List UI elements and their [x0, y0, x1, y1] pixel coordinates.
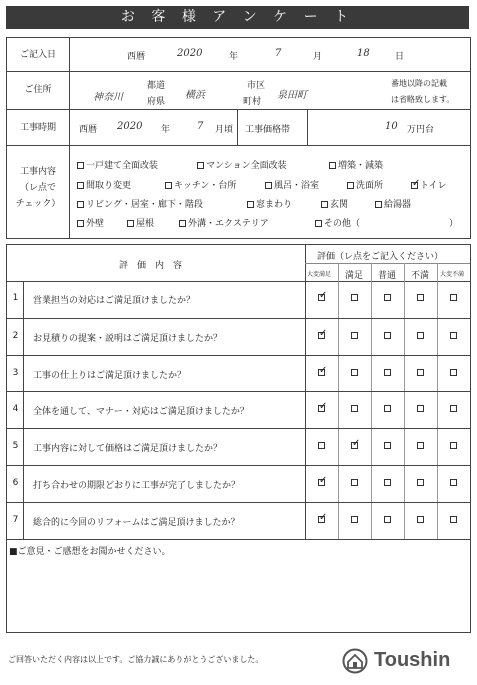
col-very-satisfied: 大変満足: [307, 271, 332, 278]
rating-cell[interactable]: [339, 368, 372, 378]
checkbox-icon[interactable]: [450, 332, 457, 339]
question-text: 工事の仕上りはご満足頂けましたか？: [33, 370, 187, 381]
checkbox-icon[interactable]: [417, 369, 424, 376]
address-town: 泉田町: [277, 90, 307, 101]
question-number: 3: [12, 367, 19, 378]
checkbox-icon: [77, 220, 84, 227]
rating-cell[interactable]: [405, 478, 438, 488]
date-month-unit: 月: [313, 52, 323, 62]
date-era: 西暦: [127, 52, 146, 62]
option-window[interactable]: 窓まわり: [247, 197, 292, 210]
rating-cell[interactable]: [372, 478, 405, 488]
price-label: 工事価格帯: [245, 125, 291, 135]
question-row: [7, 355, 470, 392]
question-number: 2: [12, 330, 19, 341]
rating-cell[interactable]: [405, 441, 438, 451]
option-roof[interactable]: 屋根: [127, 216, 154, 229]
checkbox-icon: [197, 162, 204, 169]
pref-suffix-2: 府県: [147, 97, 166, 107]
checkbox-icon[interactable]: [384, 332, 391, 339]
question-text: お見積りの提案・説明はご満足頂けましたか？: [33, 333, 223, 344]
checkbox-icon[interactable]: [417, 479, 424, 486]
checkbox-icon[interactable]: [384, 479, 391, 486]
checkbox-checked-icon[interactable]: [318, 332, 325, 339]
evaluation-table: [6, 244, 471, 540]
checkbox-icon: [77, 162, 84, 169]
checkbox-icon[interactable]: [351, 516, 358, 523]
col-satisfied: 満足: [345, 271, 364, 281]
customer-info-table: [6, 37, 471, 239]
checkbox-icon: [165, 182, 172, 189]
checkbox-icon[interactable]: [450, 516, 457, 523]
footer-text: ご回答いただく内容は以上です。ご協力誠にありがとうございました。: [8, 655, 264, 664]
checkbox-icon[interactable]: [384, 294, 391, 301]
option-bath[interactable]: 風呂・浴室: [265, 178, 319, 191]
comments-label: ■ご意見・ご感想をお聞かせください。: [9, 547, 171, 557]
address-prefecture: 神奈川: [93, 92, 123, 103]
checkbox-checked-icon[interactable]: [318, 516, 325, 523]
eval-rating-header: 評価（レ点をご記入ください）: [317, 252, 444, 262]
checkbox-icon[interactable]: [417, 332, 424, 339]
rating-cell[interactable]: [372, 441, 405, 451]
question-number: 7: [12, 514, 19, 525]
checkbox-icon[interactable]: [450, 294, 457, 301]
rating-cell[interactable]: [405, 331, 438, 341]
checkbox-icon[interactable]: [351, 479, 358, 486]
rating-cell[interactable]: [306, 404, 339, 414]
rating-cell[interactable]: [405, 293, 438, 303]
question-text: 総合的に今回のリフォームはご満足頂けましたか？: [33, 517, 240, 528]
checkbox-icon[interactable]: [351, 369, 358, 376]
col-normal: 普通: [378, 271, 397, 281]
checkbox-icon[interactable]: [450, 405, 457, 412]
company-logo: [342, 648, 470, 674]
option-full-mansion[interactable]: マンション全面改装: [197, 158, 287, 171]
checkbox-icon[interactable]: [351, 405, 358, 412]
col-dissatisfied: 不満: [411, 271, 430, 281]
option-living[interactable]: リビング・居室・廊下・階段: [77, 197, 203, 210]
checkbox-checked-icon[interactable]: [318, 369, 325, 376]
rating-cell[interactable]: [306, 293, 339, 303]
rating-cell[interactable]: [438, 441, 471, 451]
pref-suffix-1: 都道: [147, 81, 166, 91]
rating-cell[interactable]: [372, 404, 405, 414]
rating-cell[interactable]: [306, 331, 339, 341]
checkbox-icon[interactable]: [417, 405, 424, 412]
rating-cell[interactable]: [306, 368, 339, 378]
checkbox-checked-icon[interactable]: [351, 442, 358, 449]
rating-cell[interactable]: [438, 515, 471, 525]
rating-cell[interactable]: [339, 515, 372, 525]
checkbox-icon: [265, 182, 272, 189]
option-washroom[interactable]: 洗面所: [347, 178, 383, 191]
house-icon: [342, 648, 372, 674]
col-very-dissatisfied: 大変不満: [440, 271, 465, 278]
checkbox-checked-icon[interactable]: [318, 294, 325, 301]
period-year-unit: 年: [161, 125, 171, 135]
option-entrance[interactable]: 玄関: [321, 197, 348, 210]
eval-content-header: 評 価 内 容: [119, 261, 183, 271]
rating-cell[interactable]: [372, 293, 405, 303]
question-row: [7, 391, 470, 428]
rating-cell[interactable]: [438, 331, 471, 341]
checkbox-icon[interactable]: [384, 516, 391, 523]
question-row: [7, 318, 470, 355]
question-number: 4: [12, 404, 19, 415]
rating-cell[interactable]: [339, 404, 372, 414]
option-extension[interactable]: 増築・減築: [329, 158, 383, 171]
date-year-unit: 年: [229, 52, 239, 62]
rating-cell[interactable]: [438, 368, 471, 378]
checkbox-icon[interactable]: [450, 369, 457, 376]
period-month-unit: 月頃: [215, 125, 234, 135]
checkbox-icon: [375, 201, 382, 208]
date-label: ご記入日: [19, 50, 56, 60]
rating-cell[interactable]: [405, 404, 438, 414]
option-water-heater[interactable]: 給湯器: [375, 197, 411, 210]
option-other-close: ）: [449, 219, 459, 229]
rating-cell[interactable]: [372, 331, 405, 341]
checkbox-icon[interactable]: [318, 442, 325, 449]
ward-suffix-1: 市区: [247, 81, 266, 91]
checkbox-icon[interactable]: [450, 442, 457, 449]
question-row: [7, 502, 470, 539]
address-note-1: 番地以降の記載: [391, 79, 447, 88]
checkbox-icon: [347, 182, 354, 189]
address-label: ご住所: [24, 85, 52, 95]
checkbox-icon: [247, 201, 254, 208]
address-city: 横浜: [185, 90, 205, 101]
date-year: 2020: [177, 48, 203, 59]
checkbox-icon: [315, 220, 322, 227]
question-rows: [7, 281, 470, 539]
address-note-2: は省略致します。: [391, 95, 455, 104]
option-kitchen[interactable]: キッチン・台所: [165, 178, 236, 191]
checkbox-icon[interactable]: [417, 516, 424, 523]
rating-cell[interactable]: [339, 293, 372, 303]
rating-cell[interactable]: [339, 331, 372, 341]
checkbox-icon: [77, 201, 84, 208]
checkbox-icon[interactable]: [351, 294, 358, 301]
checkbox-icon[interactable]: [384, 442, 391, 449]
question-text: 工事内容に対して価格はご満足頂けましたか？: [33, 444, 223, 455]
question-number: 1: [12, 293, 19, 303]
checkbox-checked-icon[interactable]: [318, 405, 325, 412]
rating-cell[interactable]: [306, 441, 339, 451]
rating-cell[interactable]: [405, 368, 438, 378]
question-text: 打ち合わせの期限どおりに工事が完了しましたか？: [33, 481, 241, 491]
rating-cell[interactable]: [438, 478, 471, 488]
rating-cell[interactable]: [306, 478, 339, 488]
checkbox-icon[interactable]: [351, 332, 358, 339]
period-label: 工事時期: [19, 123, 56, 133]
rating-cell[interactable]: [372, 515, 405, 525]
rating-cell[interactable]: [306, 515, 339, 525]
rating-cell[interactable]: [339, 478, 372, 488]
content-label: 工事内容 （レ点で チェック）: [15, 167, 61, 209]
question-row: [7, 465, 470, 502]
option-full-house[interactable]: 一戸建て全面改装: [77, 158, 158, 171]
checkbox-icon[interactable]: [417, 294, 424, 301]
question-row: [7, 428, 470, 465]
option-toilet[interactable]: ✓ トイレ: [411, 178, 447, 191]
date-month: 7: [275, 48, 282, 59]
checkbox-icon: [179, 220, 186, 227]
date-day-unit: 日: [395, 52, 405, 62]
survey-title: お 客 様 ア ン ケ ー ト: [6, 6, 469, 29]
checkbox-icon[interactable]: [384, 369, 391, 376]
rating-cell[interactable]: [372, 368, 405, 378]
question-text: 営業担当の対応はご満足頂けましたか？: [33, 296, 196, 306]
logo-text: Toushin: [374, 649, 451, 671]
question-row: [7, 281, 470, 318]
checkbox-icon: [77, 182, 84, 189]
ward-suffix-2: 町村: [243, 97, 262, 107]
period-year: 2020: [117, 121, 143, 132]
option-other[interactable]: その他（: [315, 216, 360, 229]
option-exterior[interactable]: 外溝・エクステリア: [179, 216, 269, 229]
rating-cell[interactable]: [339, 441, 372, 451]
price-unit: 万円台: [407, 125, 435, 135]
question-number: 5: [12, 441, 19, 452]
rating-cell[interactable]: [438, 404, 471, 414]
option-layout[interactable]: 間取り変更: [77, 178, 131, 191]
question-number: 6: [12, 478, 19, 488]
option-exterior-wall[interactable]: 外壁: [77, 216, 104, 229]
period-era: 西暦: [79, 125, 98, 135]
checkbox-icon: [321, 201, 328, 208]
checkbox-icon[interactable]: [450, 479, 457, 486]
checkbox-checked-icon[interactable]: [318, 479, 325, 486]
price-value: 10: [385, 121, 398, 132]
comments-box[interactable]: [6, 540, 471, 633]
question-text: 全体を通して、マナー・対応はご満足頂けましたか？: [33, 407, 249, 418]
checkbox-icon: [127, 220, 134, 227]
rating-cell[interactable]: [438, 293, 471, 303]
checkbox-icon[interactable]: [384, 405, 391, 412]
date-day: 18: [357, 48, 370, 59]
checkbox-checked-icon: [411, 182, 418, 189]
period-month: 7: [197, 121, 204, 132]
checkbox-icon[interactable]: [417, 442, 424, 449]
checkbox-icon: [329, 162, 336, 169]
rating-cell[interactable]: [405, 515, 438, 525]
